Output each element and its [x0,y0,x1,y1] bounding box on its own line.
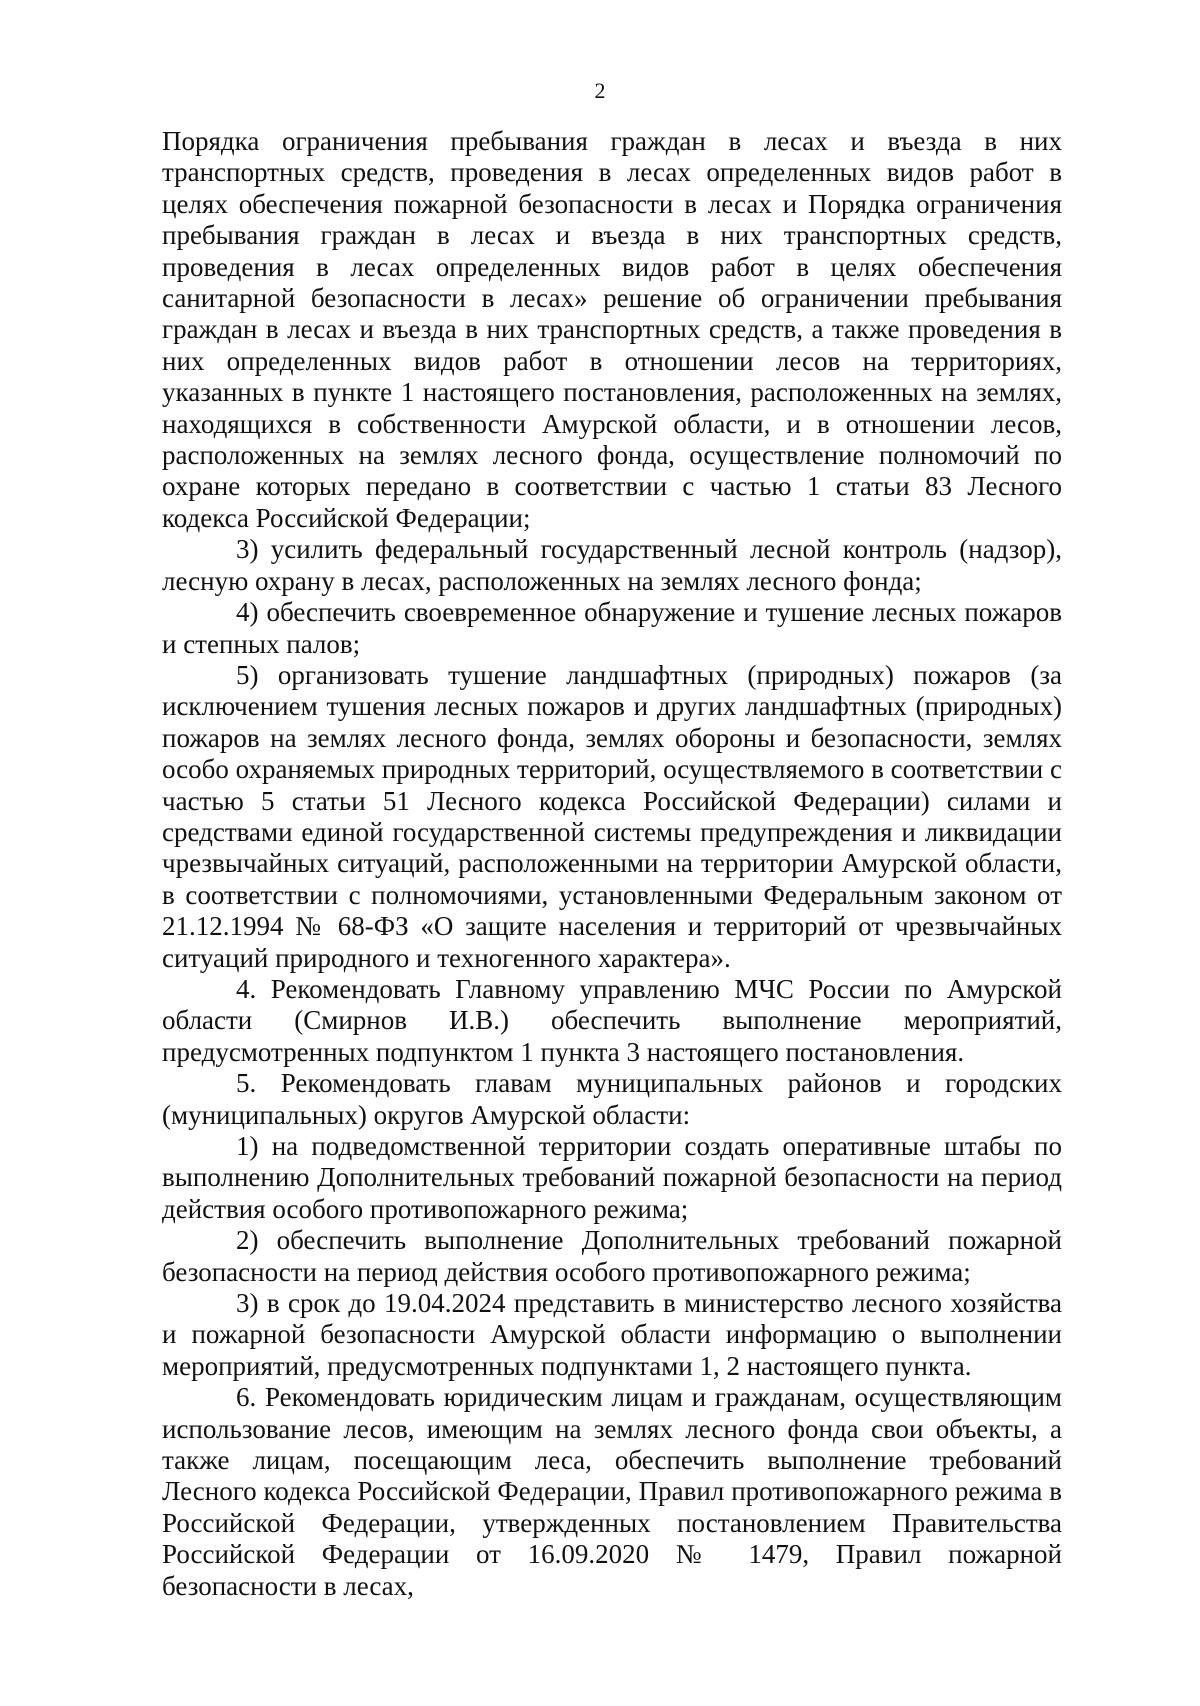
paragraph-subitem-3-reporting-deadline: 3) в срок до 19.04.2024 представить в министерство лесного хозяйства и пожарной безопасности Амурской области информацию о выполнении мероприятий, предусмотренных подпунктами 1, 2 настоящего пункта. [162,1288,1062,1381]
paragraph-subitem-3-forest-control: 3) усилить федеральный государственный лесной контроль (надзор), лесную охрану в лесах, расположенных на землях лесного фонда; [162,534,1062,596]
paragraph-item-5-municipal-heads: 5. Рекомендовать главам муниципальных районов и городских (муниципальных) округов Амурской области: [162,1068,1062,1130]
paragraph-item-4-mchs: 4. Рекомендовать Главному управлению МЧС России по Амурской области (Смирнов И.В.) обеспечить выполнение мероприятий, предусмотренных подпунктом 1 пункта 3 настоящего постановления. [162,973,1062,1067]
paragraph-continuation: Порядка ограничения пребывания граждан в лесах и въезда в них транспортных средств, проведения в лесах определенных видов работ в целях обеспечения пожарной безопасности в лесах и Порядка ограничения пребывания граждан в лесах и въезда в них транспортных средств, проведения в лесах определенных видов работ в целях обеспечения санитарной безопасности в лесах» решение об ограничении пребывания граждан в лесах и въезда в них транспортных средств, а также проведения в них определенных видов работ в отношении лесов на территориях, указанных в пункте 1 настоящего постановления, расположенных на землях, находящихся в собственности Амурской области, и в отношении лесов, расположенных на землях лесного фонда, осуществление полномочий по охране которых передано в соответствии с частью 1 статьи 83 Лесного кодекса Российской Федерации; [162,126,1062,533]
paragraph-subitem-2-fire-safety-requirements: 2) обеспечить выполнение Дополнительных требований пожарной безопасности на период действия особого противопожарного режима; [162,1225,1062,1287]
paragraph-item-6-legal-entities: 6. Рекомендовать юридическим лицам и гражданам, осуществляющим использование лесов, имеющим на землях лесного фонда свои объекты, а также лицам, посещающим леса, обеспечить выполнение требований Лесного кодекса Российской Федерации, Правил противопожарного режима в Российской Федерации, утвержденных постановлением Правительства Российской Федерации от 16.09.2020 № 1479, Правил пожарной безопасности в лесах, [162,1382,1062,1601]
paragraph-subitem-5-landscape-fires: 5) организовать тушение ландшафтных (природных) пожаров (за исключением тушения лесных пожаров и других ландшафтных (природных) пожаров на землях лесного фонда, землях обороны и безопасности, землях особо охраняемых природных территорий, осуществляемого в соответствии с частью 5 статьи 51 Лесного кодекса Российской Федерации) силами и средствами единой государственной системы предупреждения и ликвидации чрезвычайных ситуаций, расположенными на территории Амурской области, в соответствии с полномочиями, установленными Федеральным законом от 21.12.1994 № 68-ФЗ «О защите населения и территорий от чрезвычайных ситуаций природного и техногенного характера». [162,659,1062,973]
paragraph-subitem-4-fire-detection: 4) обеспечить своевременное обнаружение и тушение лесных пожаров и степных палов; [162,597,1062,659]
document-body [162,126,1062,1602]
page-number: 2 [594,78,606,103]
paragraph-subitem-1-operative-headquarters: 1) на подведомственной территории создать оперативные штабы по выполнению Дополнительных требований пожарной безопасности на период действия особого противопожарного режима; [162,1131,1062,1224]
